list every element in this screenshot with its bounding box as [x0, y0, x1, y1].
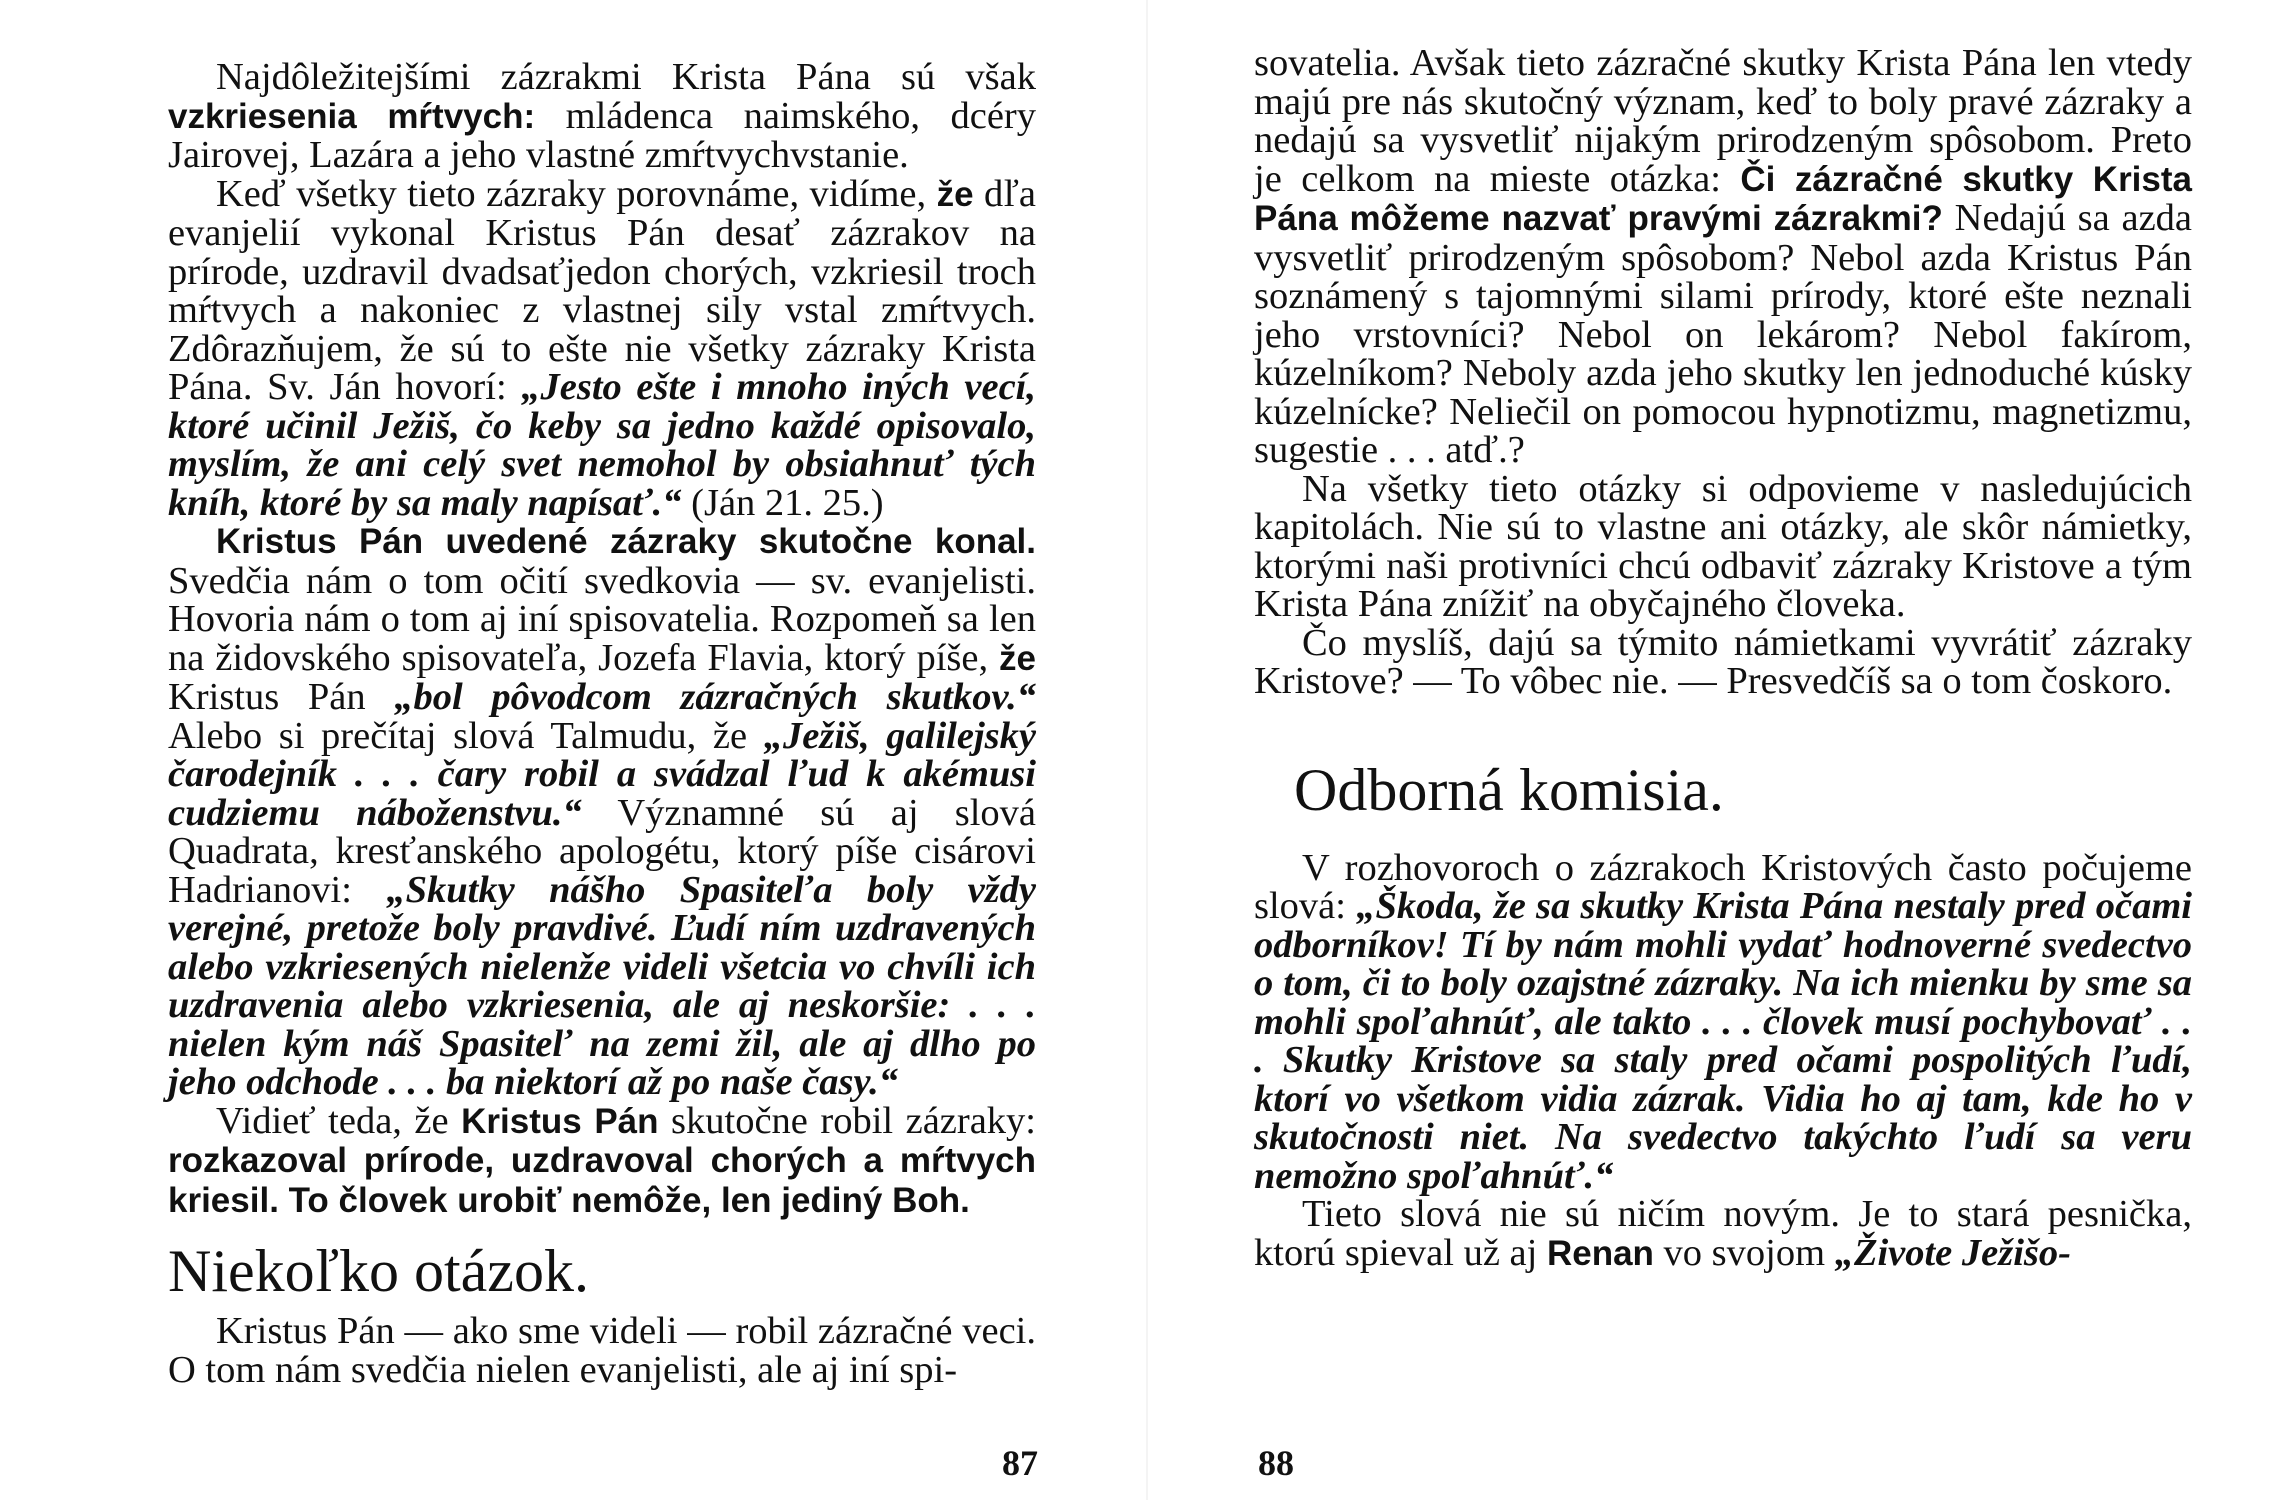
- text-run: V rozhovoroch o zázrakoch Kristových často počujeme slová:: [1254, 846, 2192, 927]
- text-run: Vidieť teda, že: [216, 1099, 462, 1142]
- text-run: Keď všetky tieto zázraky porovnáme, vidíme,: [216, 172, 937, 215]
- italic-quote: „Jesto ešte i mnoho iných vecí, ktoré učinil Ježiš, čo keby sa jedno každé opisovalo, myslím, že ani celý svet nemohol by obsiahnuť tých kníh, ktoré by sa maly napísať.“: [168, 366, 1036, 524]
- italic-quote: „Živote Ježišo-: [1834, 1231, 2071, 1274]
- text-run: Alebo si prečítaj slová Talmudu, že: [168, 714, 764, 757]
- bold-run: Kristus Pán: [461, 1101, 659, 1141]
- italic-quote: „Skutky nášho Spasiteľa boly vždy verejné, pretože boly pravdivé. Ľudí ním uzdravených alebo vzkriesených nielenže videli všetcia vo chvíli ich uzdravenia alebo vzkriesenia, ale aj neskoršie: . . . nielen kým náš Spasiteľ na zemi žil, ale aj dlho po jeho odchode . . . ba niektorí až po naše časy.“: [168, 868, 1037, 1103]
- right-paragraph-1: [1254, 44, 2192, 470]
- text-run: Najdôležitejšími zázrakmi Krista Pána sú však: [216, 56, 1036, 98]
- section-heading-odborna-komisia: Odborná komisia.: [1294, 756, 1724, 823]
- right-paragraph-3: Čo myslíš, dajú sa týmito námietkami vyvrátiť zázraky Kristove? — To vôbec nie. — Presvedčíš sa o tom čoskoro.: [1254, 621, 2192, 702]
- text-run: Nedajú sa azda vysvetliť prirodzeným spôsobom? Nebol azda Kristus Pán soznámený s tajomnými silami prírody, ktoré ešte neznali jeho vrstovníci? Nebol on lekárom? Nebol fakírom, kúzelníkom? Neboly azda jeho skutky len jednoduché kúsky kúzelnícke? Neliečil on pomocou hypnotizmu, magnetizmu, sugestie . . . atď.?: [1254, 197, 2193, 471]
- bold-run: vzkriesenia mŕtvych:: [168, 96, 536, 136]
- bold-run: Či zázračné skutky Krista Pána môžeme nazvať pravými zázrakmi?: [1254, 159, 2192, 238]
- bold-run: že: [999, 638, 1036, 678]
- left-text-column: [168, 58, 1036, 1389]
- bold-run: že: [936, 174, 974, 214]
- text-run: mládenca naimského, dcéry Jairovej, Lazára a jeho vlastné zmŕtvychvstanie.: [168, 94, 1037, 176]
- bold-run: Renan: [1546, 1233, 1654, 1273]
- text-run: (Ján 21. 25.): [681, 481, 884, 524]
- page-number-right: 88: [1258, 1443, 1294, 1483]
- page-number-left: 87: [1002, 1443, 1038, 1483]
- text-run: dľa evanjelií vykonal Kristus Pán desať zázrakov na prírode, uzdravil dvadsaťjedon chorých, vzkriesil troch mŕtvych a nakoniec z vlastnej sily vstal zmŕtvych. Zdôrazňujem, že sú to ešte nie všetky zázraky Krista Pána. Sv. Ján hovorí:: [168, 172, 1036, 408]
- text-run: Významné sú aj slová Quadrata, kresťanského apologétu, ktorý píše cisárovi Hadrianovi:: [168, 791, 1037, 911]
- left-paragraph-2: [168, 172, 1036, 524]
- italic-quote: „bol pôvodcom zázračných skutkov.“: [394, 676, 1036, 718]
- left-paragraph-3: [168, 522, 1036, 1102]
- left-paragraph-1: [168, 58, 1036, 175]
- right-paragraph-4: [1254, 846, 2192, 1197]
- section-heading-niekolko-otazok: Niekoľko otázok.: [168, 1238, 589, 1304]
- bold-run: Kristus Pán uvedené zázraky skutočne konal.: [216, 522, 1036, 561]
- right-paragraph-2: Na všetky tieto otázky si odpovieme v nasledujúcich kapitolách. Nie sú to vlastne ani otázky, ale skôr námietky, ktorými naši protivníci chcú odbaviť zázraky Kristove a tým Krista Pána znížiť na obyčajného človeka.: [1254, 467, 2192, 625]
- italic-quote: „Škoda, že sa skutky Krista Pána nestaly pred očami odborníkov! Tí by nám mohli vydať hodnoverné svedectvo o tom, či to boly ozajstné zázraky. Na ich mienku by sme sa mohli spoľahnúť, ale takto . . . človek musí pochybovať . . . Skutky Kristove sa staly pred očami pospolitých ľudí, ktorí vo všetkom vidia zázrak. Vidia ho aj tam, kde ho v skutočnosti niet. Na svedectvo takýchto ľudí sa veru nemožno spoľahnúť.“: [1254, 885, 2192, 1197]
- italic-quote: „Ježiš, galilejský čarodejník . . . čary robil a svádzal ľud k akémusi cudziemu náboženstvu.“: [168, 714, 1036, 834]
- bold-run: rozkazoval prírode, uzdravoval chorých a mŕtvych kriesil. To človek urobiť nemôže, len jediný Boh.: [168, 1141, 1036, 1220]
- left-paragraph-5: Kristus Pán — ako sme videli — robil zázračné veci. O tom nám svedčia nielen evanjelisti, ale aj iní spi-: [168, 1310, 1036, 1391]
- text-run: skutočne robil zázraky:: [658, 1099, 1036, 1142]
- text-run: Kristus Pán: [168, 676, 395, 718]
- left-paragraph-4: [168, 1099, 1036, 1221]
- text-run: sovatelia. Avšak tieto zázračné skutky Krista Pána len vtedy majú pre nás skutočný význam, keď to boly pravé zázraky a nedajú sa vysvetliť nijakým prirodzeným spôsobom. Preto je celkom na mieste otázka:: [1254, 42, 2192, 200]
- text-run: Tieto slová nie sú ničím novým. Je to stará pesnička, ktorú spieval už aj: [1254, 1193, 2192, 1274]
- right-page: [1146, 0, 2292, 1500]
- right-text-column: [1254, 44, 2192, 1273]
- right-paragraph-5: [1254, 1195, 2192, 1273]
- text-run: vo svojom: [1653, 1231, 1835, 1274]
- text-run: Svedčia nám o tom očití svedkovia — sv. evanjelisti. Hovoria nám o tom aj iní spisovatelia. Rozpomeň sa len na židovského spisovateľa, Jozefa Flavia, ktorý píše,: [168, 559, 1036, 679]
